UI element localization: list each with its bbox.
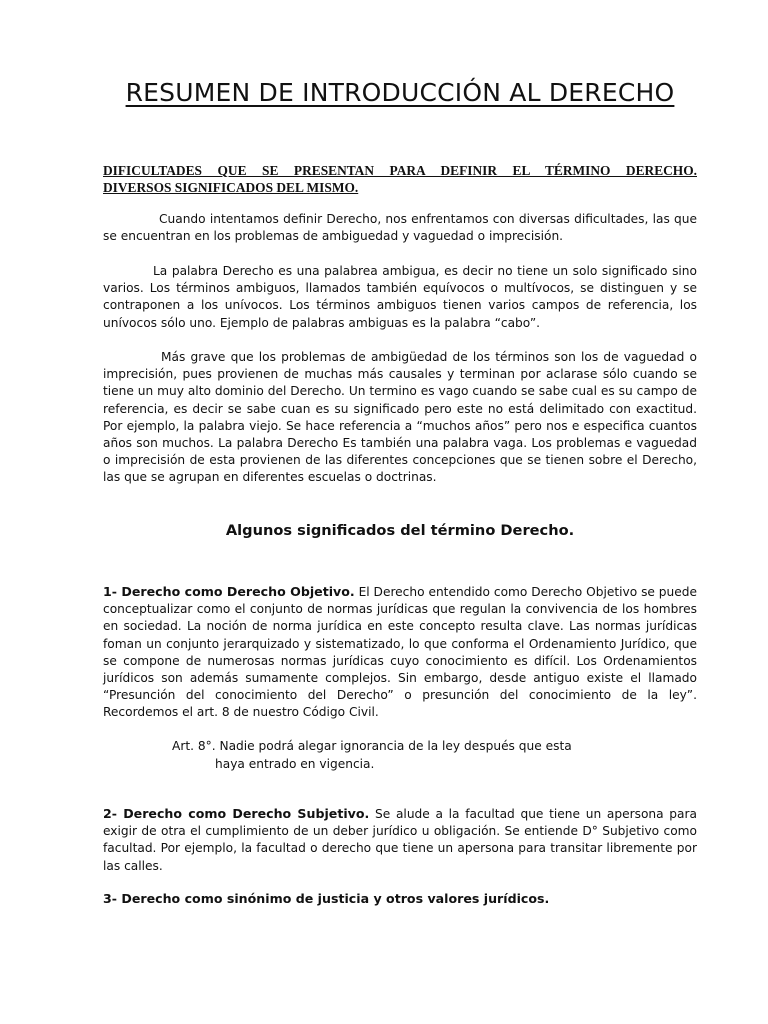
document-title: RESUMEN DE INTRODUCCIÓN AL DERECHO — [125, 78, 675, 107]
article-line-2: haya entrado en vigencia. — [215, 756, 375, 771]
civil-code-article-quote — [172, 738, 592, 773]
meaning-objective-law-text: El Derecho entendido como Derecho Objetivo se puede conceptualizar como el conjunto de normas jurídicas que regulan la convivencia de los hombres en sociedad. La noción de norma jurídica en este concepto resulta clave. Las normas jurídicas foman un conjunto jerarquizado y sistematizado, lo que conforma el Ordenamiento Jurídico, que se compone de numerosas normas jurídicas cuyo conocimiento es difícil. Los Ordenamientos jurídicos son además sumamente complejos. Sin embargo, desde antiguo existe el llamado “Presunción del conocimiento del Derecho” o presunción del conocimiento de la ley”. Recordemos el art. 8 de nuestro Código Civil. — [103, 585, 697, 720]
paragraph-ambiguous-word: La palabra Derecho es una palabrea ambigua, es decir no tiene un solo significado sino varios. Los términos ambiguos, llamados también equívocos o multívocos, se distinguen y se contraponen a los unívocos. Los términos ambiguos tienen varios campos de referencia, los unívocos sólo uno. Ejemplo de palabras ambiguas es la palabra “cabo”. — [103, 264, 697, 330]
section-heading-line-2: DIVERSOS SIGNIFICADOS DEL MISMO. — [103, 180, 359, 195]
meanings-subheading: Algunos significados del término Derecho. — [225, 522, 575, 539]
paragraph-vagueness: Más grave que los problemas de ambigüedad de los términos son los de vaguedad o imprecisión, pues provienen de muchas más causales y terminan por aclarase sólo cuando se tiene un muy alto dominio del Derecho. Un termino es vago cuando se sabe cual es su campo de referencia, es decir se sabe cuan es su significado pero este no está delimitado con exactitud. Por ejemplo, la palabra viejo. Se hace referencia a “muchos años” pero nos e especifica cuantos años son muchos. La palabra Derecho Es también una palabra vaga. Los problemas e vaguedad o imprecisión de esta provienen de las diferentes concepciones que se tienen sobre el Derecho, las que se agrupan en diferentes escuelas o doctrinas. — [103, 350, 697, 485]
meaning-subjective-law-text: Se alude a la facultad que tiene un apersona para exigir de otra el cumplimiento de un deber jurídico u obligación. Se entiende D° Subjetivo como facultad. Por ejemplo, la facultad o derecho que tiene un apersona para transitar libremente por las calles. — [103, 807, 697, 873]
meaning-subjective-law — [103, 805, 697, 875]
meaning-justice-heading: 3- Derecho como sinónimo de justicia y otros valores jurídicos. — [103, 891, 550, 906]
section-heading — [103, 162, 697, 196]
meaning-objective-law-label: 1- Derecho como Derecho Objetivo. — [103, 584, 355, 599]
article-line-1: Art. 8°. Nadie podrá alegar ignorancia de la ley después que esta — [172, 739, 572, 753]
section-heading-line-1: DIFICULTADES QUE SE PRESENTAN PARA DEFINIR EL TÉRMINO DERECHO. — [103, 163, 697, 178]
meaning-objective-law — [103, 583, 697, 722]
paragraph-ambiguity-intro: Cuando intentamos definir Derecho, nos enfrentamos con diversas dificultades, las que se encuentran en los problemas de ambiguedad y vaguedad o imprecisión. — [103, 212, 697, 244]
meaning-subjective-law-label: 2- Derecho como Derecho Subjetivo. — [103, 806, 370, 821]
